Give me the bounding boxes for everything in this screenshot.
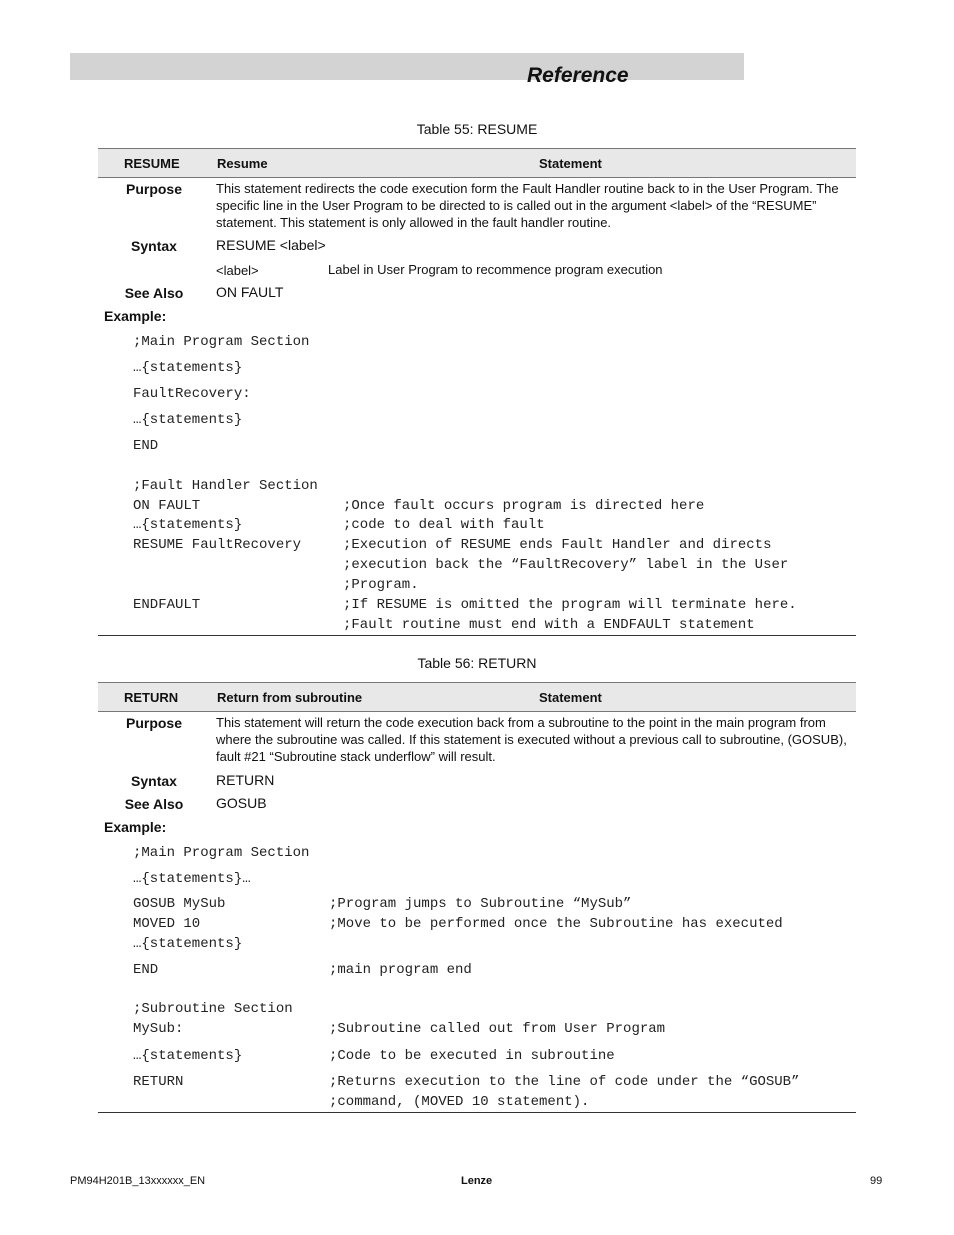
code-comment: ;Subroutine called out from User Program [329,1021,666,1037]
code-line: …{statements} [133,1048,243,1064]
see-also-text: GOSUB [216,795,267,811]
code-line: FaultRecovery: [133,386,251,402]
code-comment: ;code to deal with fault [343,517,545,533]
code-line: …{statements}… [133,871,251,887]
code-comment: ;Execution of RESUME ends Fault Handler and directs [343,537,772,553]
code-line: ;Fault Handler Section [133,478,318,494]
code-line: ;Main Program Section [133,334,310,350]
footer-doc-id: PM94H201B_13xxxxxx_EN [70,1175,206,1187]
table-56-header-col1: RETURN [124,690,179,705]
code-comment: ;Program jumps to Subroutine “MySub” [329,896,632,912]
code-line: ENDFAULT [133,597,201,613]
param-name: <label> [216,263,259,278]
code-comment: ;execution back the “FaultRecovery” label in the User [343,557,789,573]
code-line: END [133,962,159,978]
code-line: …{statements} [133,412,243,428]
code-comment: ;Once fault occurs program is directed here [343,498,705,514]
code-comment: ;command, (MOVED 10 statement). [329,1094,590,1110]
table-55-header-col2: Resume [217,156,268,171]
param-description: Label in User Program to recommence program execution [328,262,663,277]
see-also-label: See Also [124,796,184,812]
purpose-text: This statement redirects the code execution form the Fault Handler routine back to in the User Program. The specific line in the User Program to be directed to is called out in the argument <label> of the “RESUME” statement. This statement is only allowed in the fault handler routine. [216,181,839,230]
code-comment: ;Code to be executed in subroutine [329,1048,615,1064]
table-56-caption: Table 56: RETURN [417,655,537,671]
code-line: ON FAULT [133,498,201,514]
code-line: ;Subroutine Section [133,1001,293,1017]
code-line: ;Main Program Section [133,845,310,861]
example-label: Example: [104,819,167,835]
example-label: Example: [104,308,167,324]
table-55-bottom-rule [98,635,856,636]
code-line: MySub: [133,1021,184,1037]
table-55-header [98,148,856,178]
table-56-header [98,682,856,712]
code-line: END [133,438,159,454]
table-55-caption: Table 55: RESUME [416,121,538,137]
syntax-label: Syntax [131,238,177,254]
table-55-header-col3: Statement [539,156,602,171]
see-also-label: See Also [124,285,184,301]
code-comment: ;If RESUME is omitted the program will terminate here. [343,597,797,613]
code-line: RETURN [133,1074,184,1090]
syntax-label: Syntax [131,773,177,789]
section-title: Reference [527,64,629,87]
code-line: MOVED 10 [133,916,201,932]
header-bar [70,53,744,80]
syntax-text: RETURN [216,772,275,788]
code-line: GOSUB MySub [133,896,226,912]
code-comment: ;Program. [343,577,419,593]
footer-brand-logo: Lenze [461,1175,493,1187]
see-also-text: ON FAULT [216,284,284,300]
code-line: RESUME FaultRecovery [133,537,302,553]
code-line: …{statements} [133,517,243,533]
purpose-label: Purpose [125,181,182,197]
table-55-header-col1: RESUME [124,156,180,171]
code-line: …{statements} [133,936,243,952]
page-number: 99 [870,1175,883,1187]
purpose-text: This statement will return the code execution back from a subroutine to the point in the main program from where the subroutine was called. If this statement is executed without a previous call to subroutine, (GOSUB), fault #21 “Subroutine stack underflow” will result. [216,715,847,764]
code-comment: ;main program end [329,962,472,978]
code-comment: ;Returns execution to the line of code under the “GOSUB” [329,1074,800,1090]
purpose-label: Purpose [125,715,182,731]
syntax-text: RESUME <label> [216,237,326,253]
code-line: …{statements} [133,360,243,376]
table-56-header-col3: Statement [539,690,602,705]
table-56-bottom-rule [98,1112,856,1113]
table-56-header-col2: Return from subroutine [217,690,363,705]
code-comment: ;Fault routine must end with a ENDFAULT statement [343,617,755,633]
code-comment: ;Move to be performed once the Subroutine has executed [329,916,783,932]
